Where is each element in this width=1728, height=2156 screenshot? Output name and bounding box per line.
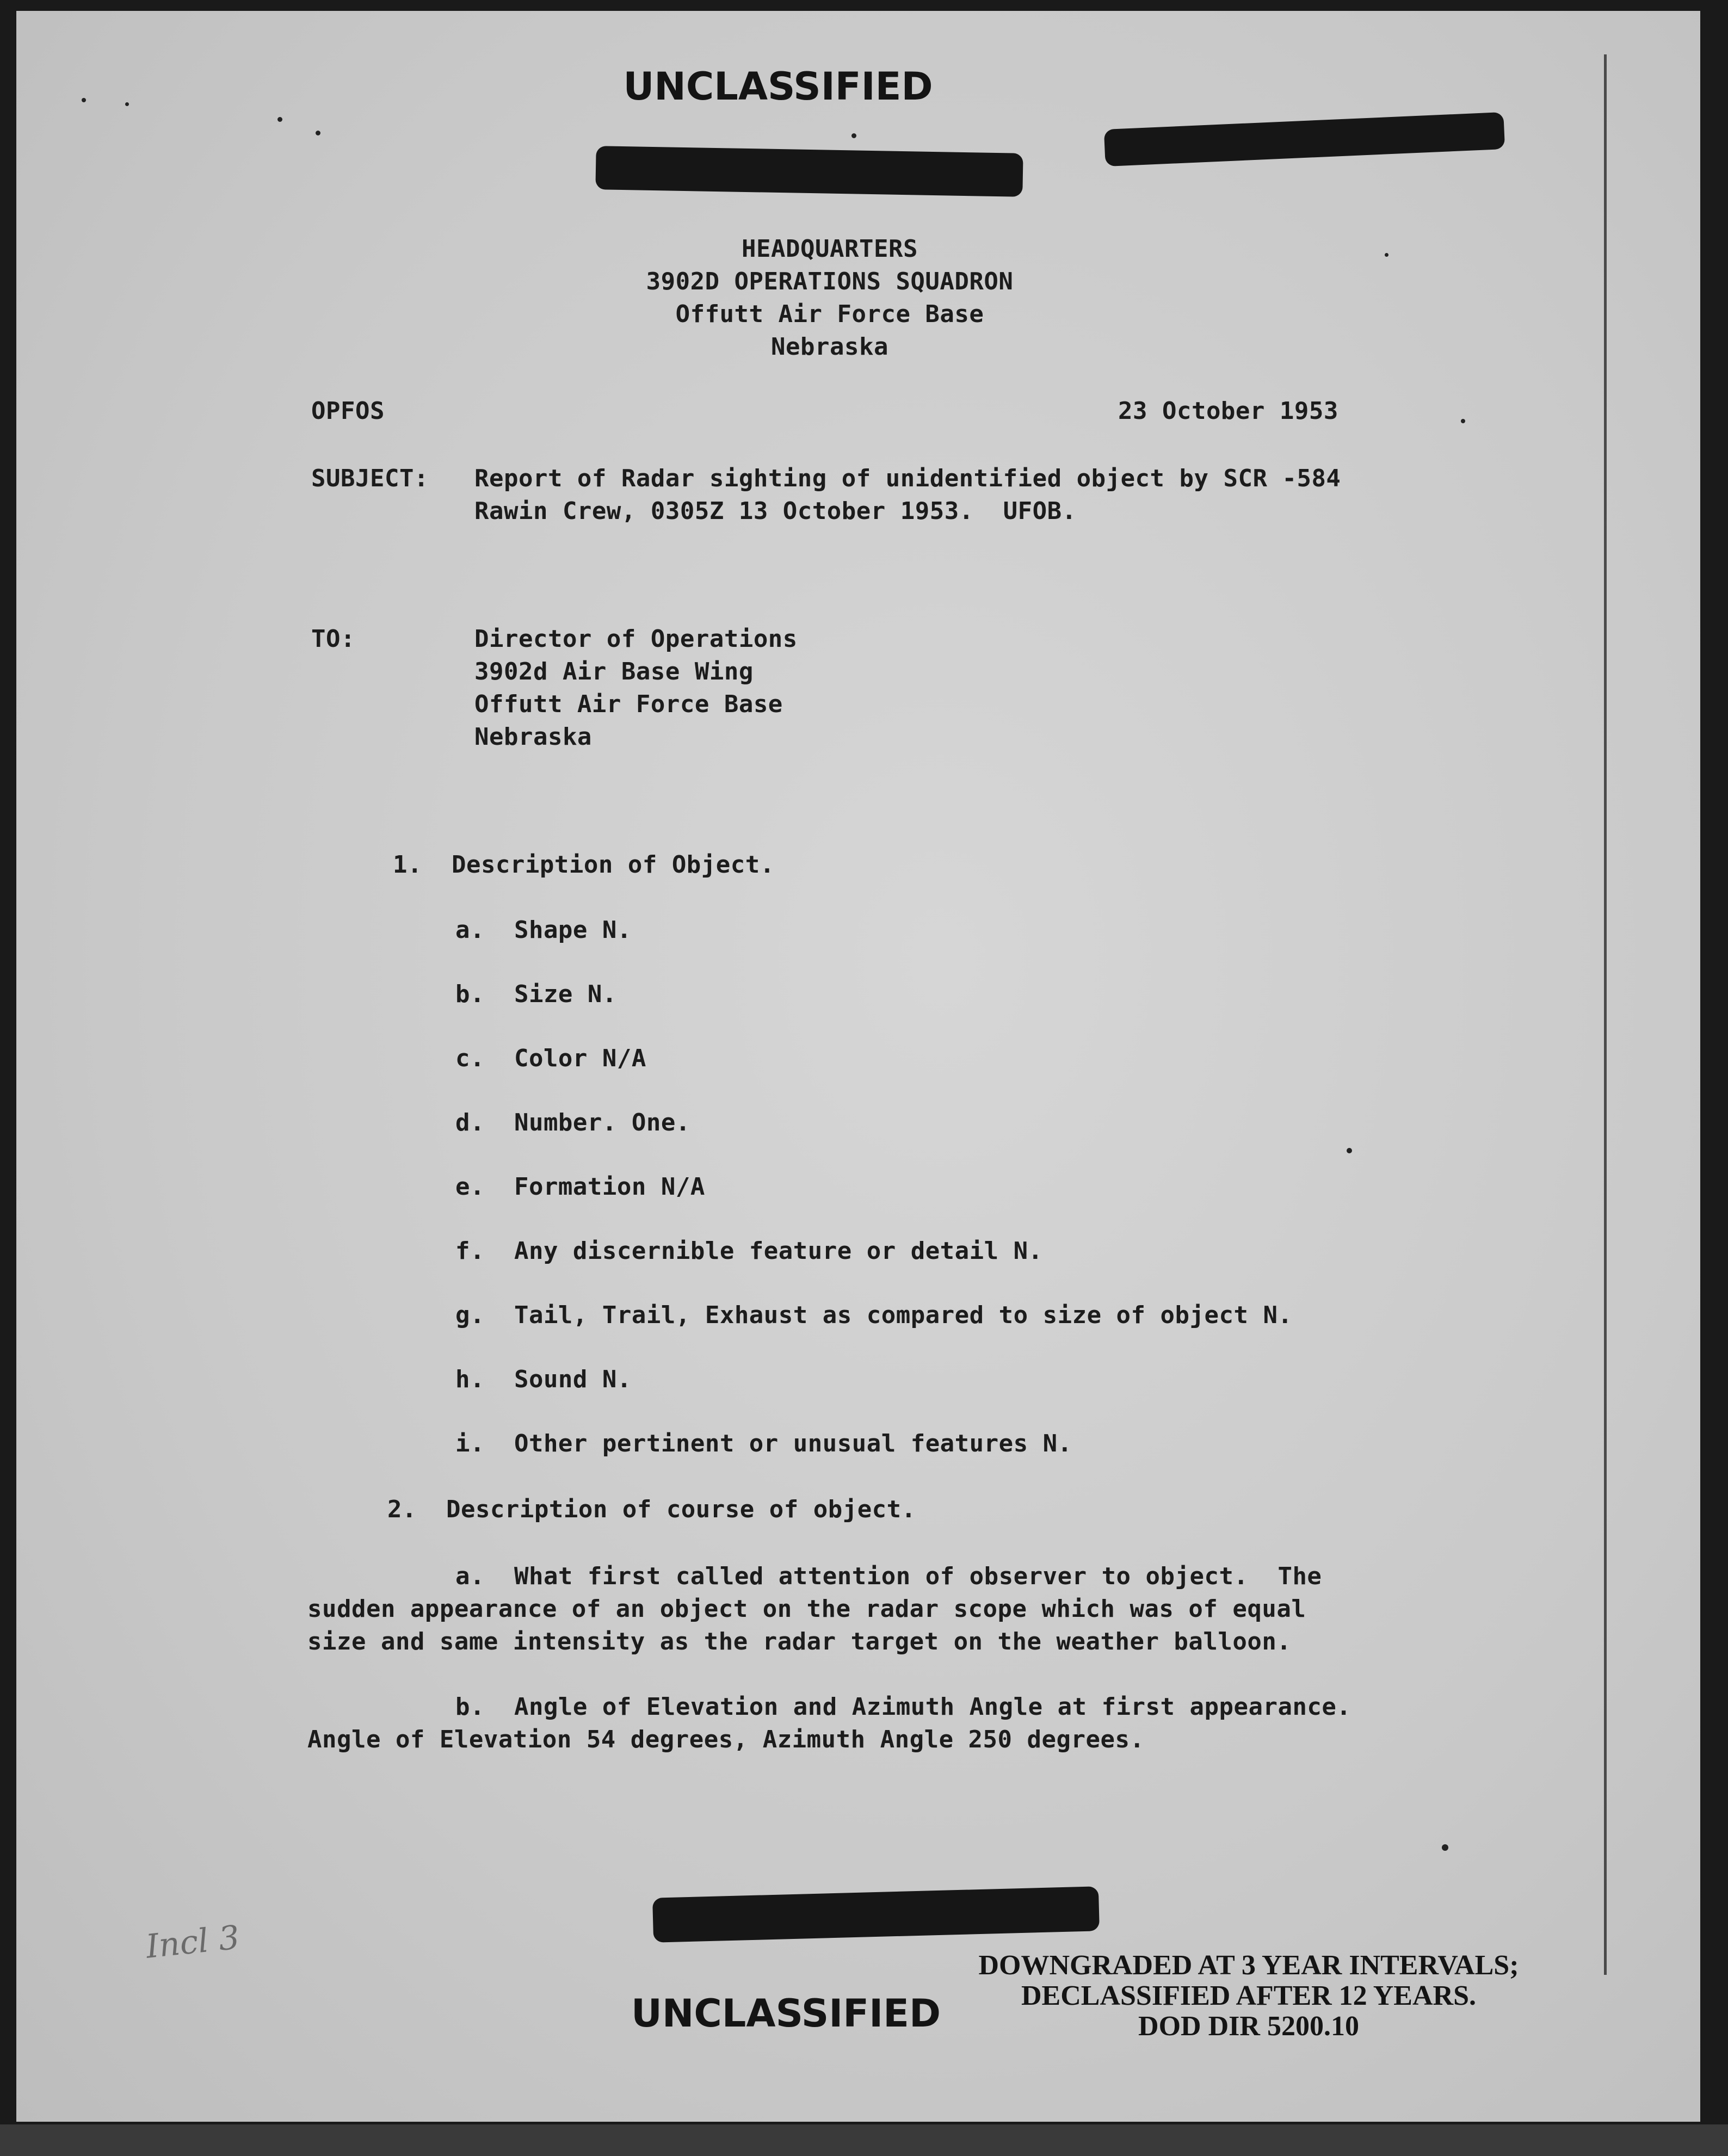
- redaction-bar: [595, 146, 1023, 197]
- speck: [851, 133, 856, 138]
- to-label: TO:: [311, 625, 355, 653]
- header-line-2: 3902D OPERATIONS SQUADRON: [646, 268, 1014, 295]
- margin-rule: [1604, 54, 1607, 1975]
- to-line-3: Offutt Air Force Base: [474, 690, 783, 718]
- section-2-item-a-line-3: size and same intensity as the radar target on the weather balloon.: [307, 1628, 1292, 1655]
- header-line-3: Offutt Air Force Base: [675, 300, 984, 328]
- speck: [277, 117, 282, 122]
- section-1-item-g: g. Tail, Trail, Exhaust as compared to size of object N.: [455, 1301, 1293, 1329]
- subject-line-2: Rawin Crew, 0305Z 13 October 1953. UFOB.: [474, 497, 1077, 525]
- downgrade-line-2: DECLASSIFIED AFTER 12 YEARS.: [1021, 1980, 1477, 2011]
- section-2-item-a-line-1: a. What first called attention of observer to object. The: [455, 1562, 1322, 1590]
- to-line-1: Director of Operations: [474, 625, 798, 653]
- subject-line-1: Report of Radar sighting of unidentified object by SCR -584: [474, 465, 1341, 492]
- header-line-1: HEADQUARTERS: [742, 235, 918, 263]
- speck: [1347, 1148, 1352, 1153]
- section-1-item-c: c. Color N/A: [455, 1045, 646, 1072]
- speck: [316, 131, 320, 135]
- handwritten-note: Incl 3: [144, 1918, 242, 1966]
- classification-bottom: UNCLASSIFIED: [631, 1991, 941, 2036]
- section-1-item-b: b. Size N.: [455, 980, 617, 1008]
- speck: [125, 102, 129, 106]
- to-line-4: Nebraska: [474, 723, 592, 751]
- film-edge: [0, 2124, 1728, 2156]
- header-line-4: Nebraska: [771, 333, 888, 361]
- to-line-2: 3902d Air Base Wing: [474, 658, 754, 685]
- memo-date: 23 October 1953: [1118, 397, 1338, 425]
- downgrade-line-1: DOWNGRADED AT 3 YEAR INTERVALS;: [978, 1950, 1519, 1981]
- classification-top: UNCLASSIFIED: [623, 64, 933, 109]
- section-2-item-b-line-1: b. Angle of Elevation and Azimuth Angle at first appearance.: [455, 1693, 1351, 1721]
- section-2-item-a-line-2: sudden appearance of an object on the radar scope which was of equal: [307, 1595, 1306, 1623]
- speck: [1461, 419, 1465, 423]
- section-1-item-d: d. Number. One.: [455, 1109, 690, 1136]
- downgrade-line-3: DOD DIR 5200.10: [1138, 2011, 1359, 2042]
- section-2-heading: 2. Description of course of object.: [387, 1496, 916, 1523]
- speck: [82, 98, 86, 102]
- section-1-item-e: e. Formation N/A: [455, 1173, 705, 1201]
- speck: [1442, 1844, 1448, 1851]
- section-1-item-f: f. Any discernible feature or detail N.: [455, 1237, 1043, 1265]
- section-2-item-b-line-2: Angle of Elevation 54 degrees, Azimuth Angle 250 degrees.: [307, 1726, 1145, 1753]
- section-1-item-h: h. Sound N.: [455, 1366, 632, 1393]
- office-symbol: OPFOS: [311, 397, 385, 425]
- speck: [1385, 253, 1388, 257]
- section-1-item-i: i. Other pertinent or unusual features N.: [455, 1430, 1072, 1457]
- section-1-heading: 1. Description of Object.: [393, 851, 775, 879]
- subject-label: SUBJECT:: [311, 465, 429, 492]
- section-1-item-a: a. Shape N.: [455, 916, 632, 944]
